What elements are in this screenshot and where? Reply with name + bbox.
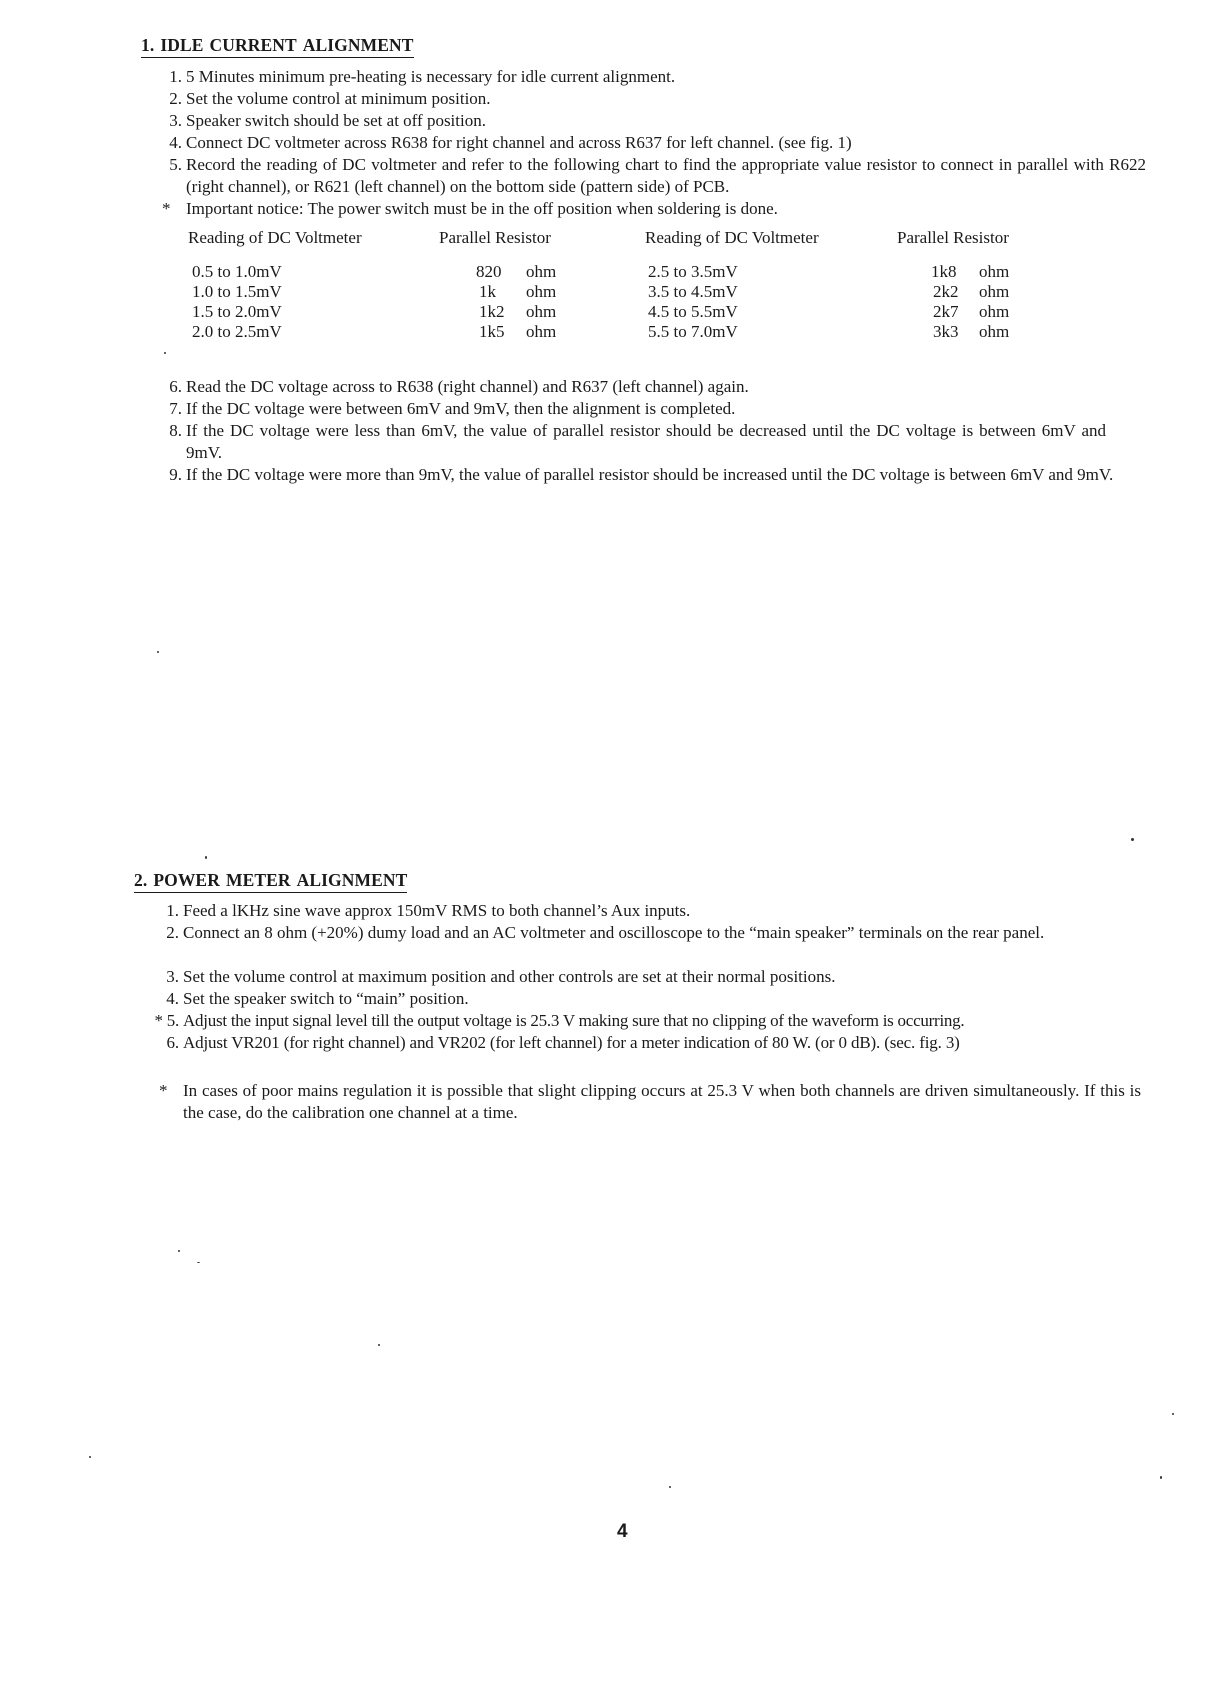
table-cell: 1.0 to 1.5mV xyxy=(192,282,282,301)
scan-speck xyxy=(1160,1476,1162,1479)
table-cell: ohm xyxy=(979,262,1010,281)
table-cell: 1k5 xyxy=(479,322,505,341)
scan-speck xyxy=(1172,1413,1174,1415)
table-header: Parallel Resistor xyxy=(897,228,1009,247)
table-cell: ohm xyxy=(526,322,557,341)
scan-speck xyxy=(378,1344,380,1346)
list-item: 1. 5 Minutes minimum pre-heating is necessary for idle current alignment. xyxy=(169,67,676,86)
list-item: 9. If the DC voltage were more than 9mV, the value of parallel resistor should be increased until the DC voltage is between 6mV and 9mV. xyxy=(169,465,1114,484)
table-cell: 1k2 xyxy=(479,302,505,321)
list-item: 6. Adjust VR201 (for right channel) and VR202 (for left channel) for a meter indication of 80 W. (or 0 dB). (sec. fig. 3) xyxy=(166,1033,960,1052)
list-item: 1. Feed a lKHz sine wave approx 150mV RMS to both channel’s Aux inputs. xyxy=(166,901,691,920)
scan-speck xyxy=(89,1456,91,1458)
table-cell: 820 xyxy=(476,262,502,281)
section2-title-word: POWER xyxy=(153,870,220,890)
scan-speck xyxy=(157,651,159,653)
table-cell: 1k8 xyxy=(931,262,957,281)
clipping-note: * In cases of poor mains regulation it is possible that slight clipping occurs at 25.3 V when both channels are driven simultaneously. If this is the case, do the calibration one channel at a time. xyxy=(159,1081,1141,1122)
table-cell: 3.5 to 4.5mV xyxy=(648,282,738,301)
scan-speck xyxy=(197,1262,200,1263)
table-cell: ohm xyxy=(526,262,557,281)
list-item: 2. Set the volume control at minimum position. xyxy=(169,89,491,108)
list-item: 4. Set the speaker switch to “main” position. xyxy=(166,989,469,1008)
scan-speck xyxy=(1131,838,1134,841)
list-item: 3. Set the volume control at maximum position and other controls are set at their normal positions. xyxy=(166,967,836,986)
table-cell: 2.0 to 2.5mV xyxy=(192,322,282,341)
section2-title-word: METER xyxy=(225,870,291,890)
table-cell: ohm xyxy=(526,302,557,321)
list-item: 2. Connect an 8 ohm (+20%) dumy load and an AC voltmeter and oscilloscope to the “main speaker” terminals on the rear panel. xyxy=(166,923,1045,942)
section2-heading xyxy=(134,870,407,893)
table-cell: 1.5 to 2.0mV xyxy=(192,302,282,321)
important-notice: * Important notice: The power switch must be in the off position when soldering is done. xyxy=(162,199,778,218)
table-cell: 4.5 to 5.5mV xyxy=(648,302,738,321)
section2-title-word: ALIGNMENT xyxy=(296,870,408,890)
table-cell: ohm xyxy=(979,302,1010,321)
table-cell: ohm xyxy=(979,282,1010,301)
section1-title-word: IDLE xyxy=(160,35,204,55)
list-item: 8. If the DC voltage were less than 6mV, the value of parallel resistor should be decreased until the DC voltage is between 6mV and 9mV. xyxy=(169,421,1106,462)
section1-number: 1. xyxy=(141,35,155,55)
section1-heading xyxy=(141,35,414,58)
page-number: 4 xyxy=(617,1521,628,1542)
section1-title-word: ALIGNMENT xyxy=(302,35,414,55)
scan-speck xyxy=(669,1486,671,1488)
table-cell: ohm xyxy=(979,322,1010,341)
list-item: 3. Speaker switch should be set at off position. xyxy=(169,111,486,130)
table-cell: ohm xyxy=(526,282,557,301)
section1-title-word: CURRENT xyxy=(209,35,297,55)
table-header: Reading of DC Voltmeter xyxy=(645,228,819,247)
list-item: 4. Connect DC voltmeter across R638 for right channel and across R637 for left channel. (see fig. 1) xyxy=(169,133,852,152)
table-cell: 1k xyxy=(479,282,496,301)
scan-speck xyxy=(164,352,166,354)
table-cell: 2k7 xyxy=(933,302,959,321)
table-header: Reading of DC Voltmeter xyxy=(188,228,362,247)
table-cell: 3k3 xyxy=(933,322,959,341)
list-item: 6. Read the DC voltage across to R638 (right channel) and R637 (left channel) again. xyxy=(169,377,749,396)
scan-speck xyxy=(178,1250,180,1252)
list-item: 5. Record the reading of DC voltmeter and refer to the following chart to find the appropriate value resistor to connect in parallel with R622 (right channel), or R621 (left channel) on the bottom side (pattern side) of PCB. xyxy=(169,155,1146,196)
table-cell: 2.5 to 3.5mV xyxy=(648,262,738,281)
table-cell: 2k2 xyxy=(933,282,959,301)
list-item: * 5. Adjust the input signal level till the output voltage is 25.3 V making sure that no clipping of the waveform is occurring. xyxy=(154,1011,965,1030)
table-header: Parallel Resistor xyxy=(439,228,551,247)
list-item: 7. If the DC voltage were between 6mV and 9mV, then the alignment is completed. xyxy=(169,399,736,418)
table-cell: 5.5 to 7.0mV xyxy=(648,322,738,341)
section2-number: 2. xyxy=(134,870,148,890)
scan-speck xyxy=(205,856,207,859)
table-cell: 0.5 to 1.0mV xyxy=(192,262,282,281)
